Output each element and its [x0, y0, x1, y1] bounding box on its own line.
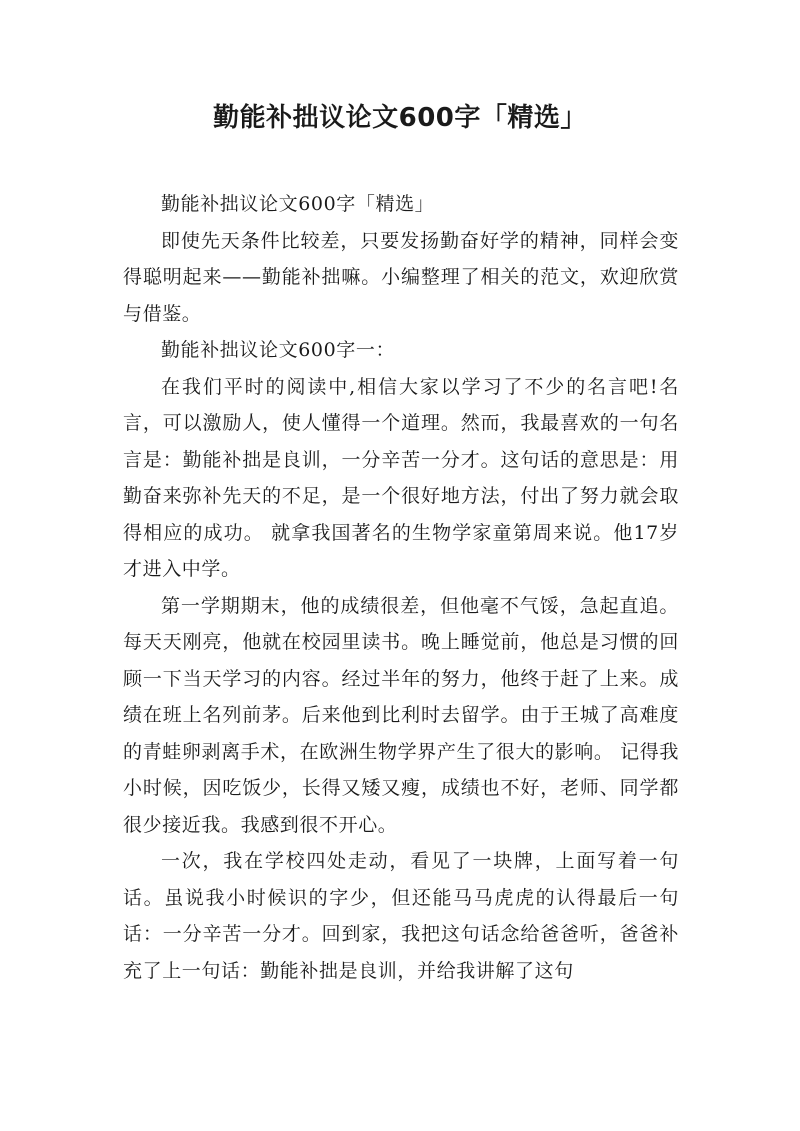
paragraph-body-2: 第一学期期末，他的成绩很差，但他毫不气馁，急起直追。每天天刚亮，他就在校园里读书。晚上睡觉前，他总是习惯的回顾一下当天学习的内容。经过半年的努力，他终于赶了上来。成绩在班上名列前茅。后来他到比利时去留学。由于王城了高难度的青蛙卵剥离手术，在欧洲生物学界产生了很大的影响。 记得我小时候，因吃饭少，长得又矮又瘦，成绩也不好，老师、同学都很少接近我。我感到很不开心。 — [123, 594, 679, 836]
paragraph-section-heading: 勤能补拙议论文600字一： — [161, 339, 396, 361]
paragraph-body-1: 在我们平时的阅读中,相信大家以学习了不少的名言吧!名言，可以激励人，使人懂得一个道理。然而，我最喜欢的一句名言是：勤能补拙是良训，一分辛苦一分才。这句话的意思是：用勤奋来弥补先天的不足，是一个很好地方法，付出了努力就会取得相应的成功。 就拿我国著名的生物学家童第周来说。他17岁才进入中学。 — [123, 375, 679, 580]
paragraph-body-3: 一次，我在学校四处走动，看见了一块牌，上面写着一句话。虽说我小时候识的字少，但还能马马虎虎的认得最后一句话：一分辛苦一分才。回到家，我把这句话念给爸爸听，爸爸补充了上一句话：勤能补拙是良训，并给我讲解了这句 — [123, 850, 679, 982]
document-title: 勤能补拙议论文600字「精选」 — [213, 103, 587, 133]
paragraph-subtitle: 勤能补拙议论文600字「精选」 — [161, 193, 435, 215]
paragraph-intro: 即使先天条件比较差，只要发扬勤奋好学的精神，同样会变得聪明起来——勤能补拙嘛。小编整理了相关的范文，欢迎欣赏与借鉴。 — [123, 229, 679, 325]
document-body — [123, 186, 679, 989]
